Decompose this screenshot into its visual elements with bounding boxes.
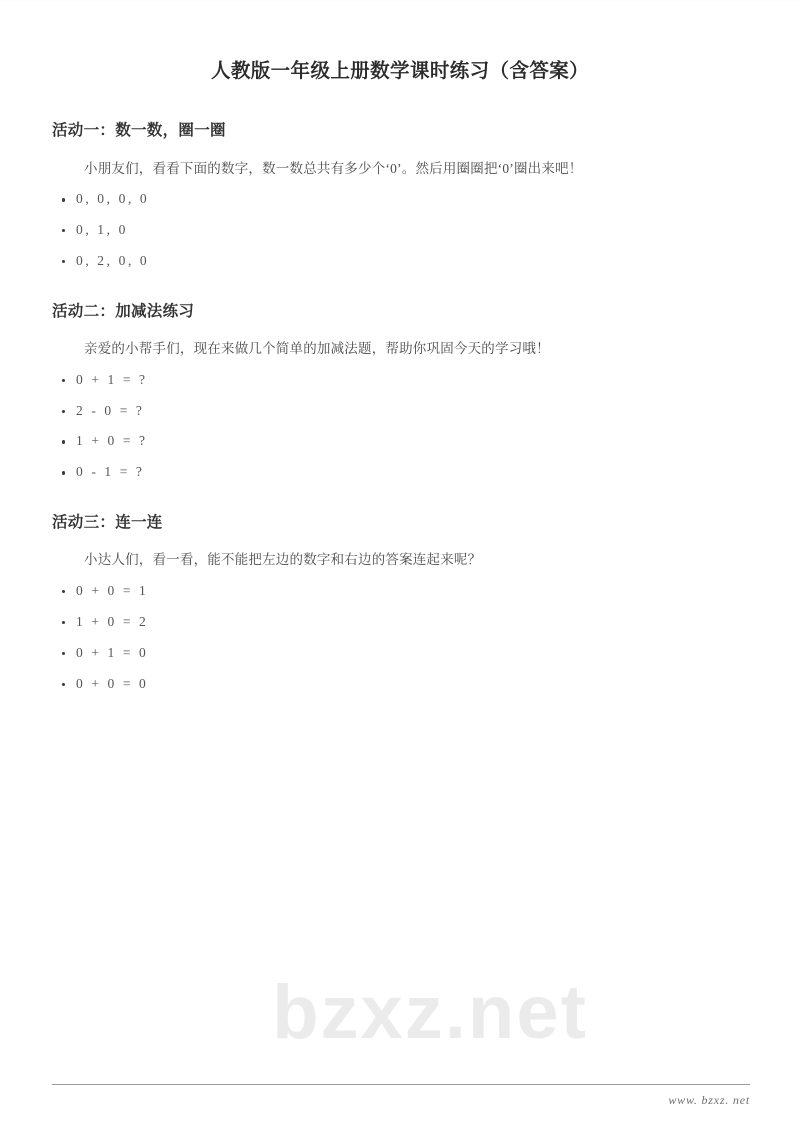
section-item-list-2	[52, 371, 748, 483]
list-item	[52, 190, 748, 209]
list-item	[52, 252, 748, 271]
list-item	[52, 221, 748, 240]
list-item-text: 0 + 0 = 0	[76, 675, 149, 691]
list-item	[52, 582, 748, 601]
list-item-text: 0 + 1 = ?	[76, 371, 148, 387]
page-title: 人教版一年级上册数学课时练习（含答案）	[210, 61, 590, 82]
section-intro-3: 小达人们，看一看，能不能把左边的数字和右边的答案连起来呢？	[84, 552, 482, 568]
activity-section-1	[52, 119, 748, 271]
activity-section-3	[52, 511, 748, 693]
section-intro-1: 小朋友们，看看下面的数字，数一数总共有多少个‘0’。然后用圈圈把‘0’圈出来吧！	[84, 160, 583, 176]
list-item-text: 0, 1, 0	[76, 222, 128, 238]
section-heading-2: 活动二：加减法练习	[52, 302, 195, 320]
bullet-icon	[62, 229, 65, 232]
list-item	[52, 675, 748, 694]
section-heading-3: 活动三：连一连	[52, 514, 163, 532]
bullet-icon	[62, 621, 65, 624]
footer-divider	[52, 1084, 750, 1085]
section-item-list-3	[52, 582, 748, 694]
list-item	[52, 613, 748, 632]
bullet-icon	[62, 379, 65, 382]
list-item-text: 0, 0, 0, 0	[76, 191, 150, 207]
bullet-icon	[62, 410, 65, 413]
watermark-bzxz: bzxz.net	[272, 970, 588, 1055]
bullet-icon	[62, 590, 65, 593]
bullet-icon	[62, 471, 65, 474]
footer-url: www. bzxz. net	[668, 1093, 750, 1107]
list-item	[52, 644, 748, 663]
list-item-text: 0, 2, 0, 0	[76, 252, 150, 268]
list-item-text: 0 + 0 = 1	[76, 583, 149, 599]
bullet-icon	[62, 198, 65, 201]
bullet-icon	[62, 683, 65, 686]
section-heading-1: 活动一：数一数，圈一圈	[52, 122, 226, 140]
bullet-icon	[62, 652, 65, 655]
list-item	[52, 463, 748, 482]
list-item	[52, 432, 748, 451]
list-item-text: 2 - 0 = ?	[76, 402, 145, 418]
page-footer	[52, 1084, 750, 1108]
list-item	[52, 371, 748, 390]
bullet-icon	[62, 260, 65, 263]
list-item-text: 1 + 0 = ?	[76, 433, 148, 449]
section-item-list-1	[52, 190, 748, 271]
section-intro-2: 亲爱的小帮手们，现在来做几个简单的加减法题，帮助你巩固今天的学习哦！	[84, 341, 550, 357]
list-item-text: 1 + 0 = 2	[76, 613, 149, 629]
activity-section-2	[52, 300, 748, 482]
list-item-text: 0 + 1 = 0	[76, 644, 149, 660]
list-item-text: 0 - 1 = ?	[76, 464, 145, 480]
bullet-icon	[62, 440, 65, 443]
list-item	[52, 402, 748, 421]
